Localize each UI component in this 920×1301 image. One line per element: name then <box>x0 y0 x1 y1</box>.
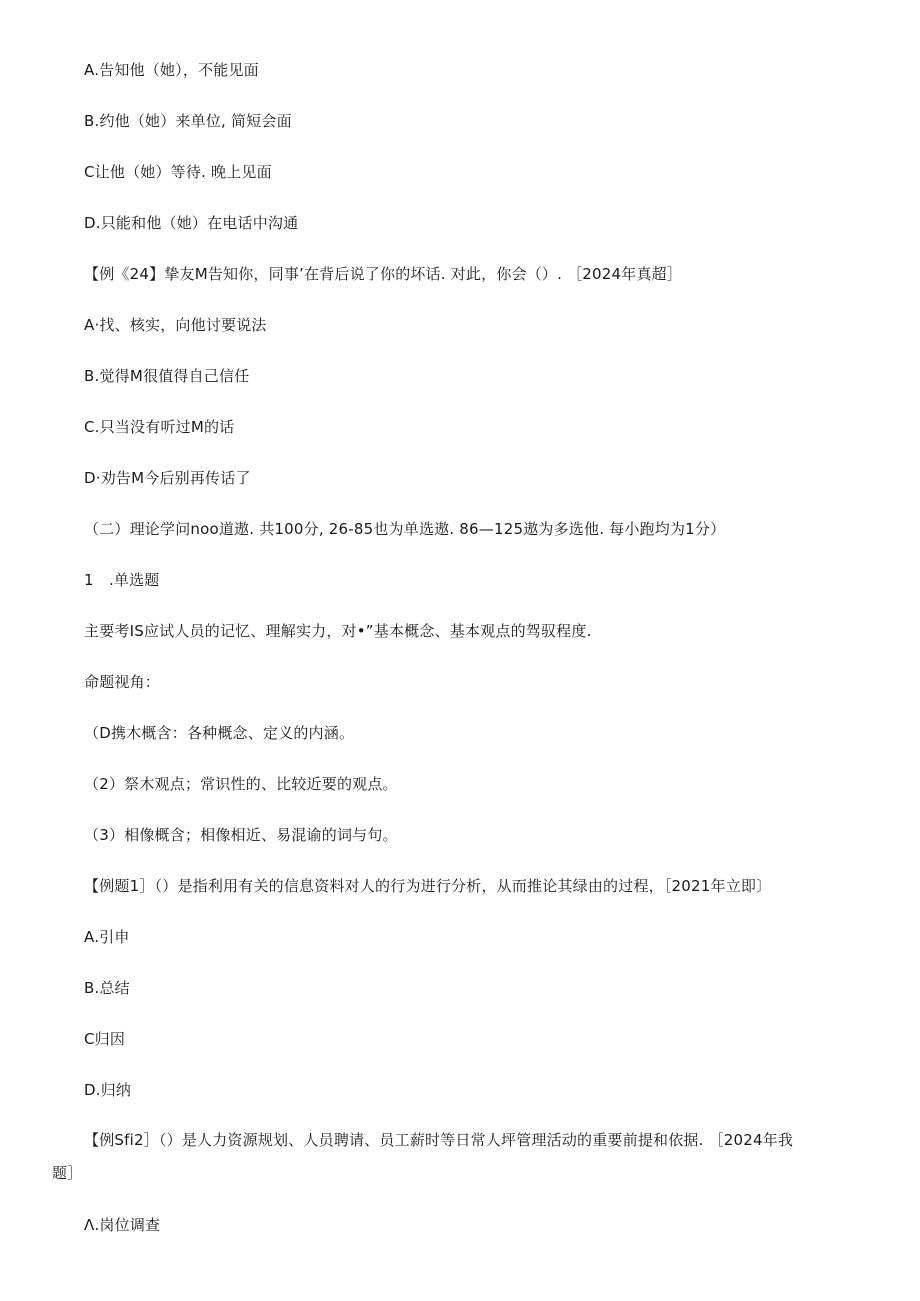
option-b-invite: B.约他（她）来单位, 简短会面 <box>84 112 292 130</box>
option-a-job-survey: Λ.岗位调查 <box>84 1216 161 1234</box>
option-d-induce: D.归纳 <box>84 1081 132 1099</box>
option-a-verify: A·找、核实，向他讨要说法 <box>84 316 267 334</box>
example-2-question: 【例Sfi2］（）是人力资源规划、人员聘请、员工薪时等日常人坪管理活动的重要前提和依据. ［2024年我题］ <box>52 1131 794 1182</box>
example-1-question: 【例题1］（）是指利用有关的信息资料对人的行为进行分析，从而推论其绿由的过程，［2021年立即〕 <box>84 877 772 895</box>
option-b-summarize: B.总结 <box>84 979 130 997</box>
perspective-item-3: （3）相像概含；相像相近、易混谕的词与句。 <box>84 826 398 844</box>
example-24-question: 【例《24】挚友M告知你，同事’在背后说了你的坏话. 对此，你会（）. ［2024年真超］ <box>84 265 683 283</box>
option-b-trust: B.觉得M很值得自己信任 <box>84 367 250 385</box>
option-c-wait: C让他（她）等待. 晚上见面 <box>84 163 272 181</box>
option-a-inform: A.告知他（她），不能见面 <box>84 61 259 79</box>
option-c-ignore: C.只当没有听过M的话 <box>84 418 235 436</box>
exam-focus-text: 主要考IS应试人员的记忆、理解实力，对•”基本概念、基本观点的驾驭程度. <box>84 622 592 640</box>
perspective-item-1: （D携木概含：各种概念、定义的内涵。 <box>84 724 355 742</box>
perspective-item-2: （2）祭木观点；常识性的、比较近要的观点。 <box>84 775 398 793</box>
option-c-attribute: C归因 <box>84 1030 126 1048</box>
section-two-heading: （二）理论学问noo道遨. 共100分, 26-85也为单选遨. 86—125遨为多选他. 每小跑均为1分） <box>84 520 726 538</box>
option-a-extend: A.引申 <box>84 928 130 946</box>
perspective-heading: 命题视角： <box>84 673 161 691</box>
option-d-advise: D·劝告M今后别再传话了 <box>84 469 251 487</box>
option-d-phone: D.只能和他（她）在电话中沟通 <box>84 214 299 232</box>
single-choice-heading: 1 .单选题 <box>84 571 160 589</box>
